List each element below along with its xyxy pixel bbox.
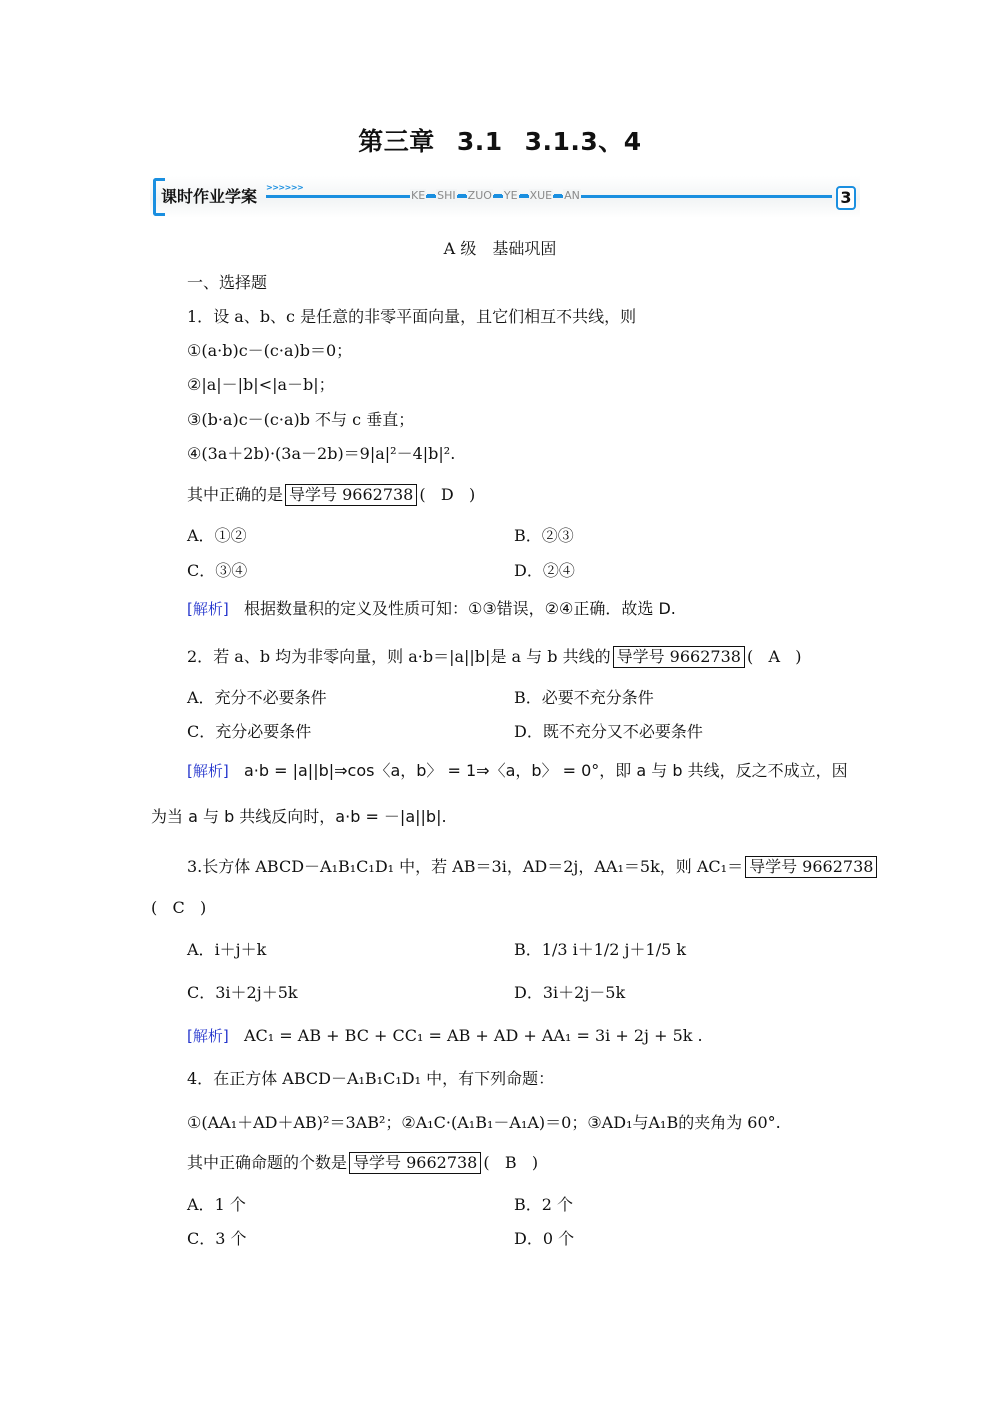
pinyin-strip	[410, 189, 581, 202]
question-2-stem: 2．若 a、b 均为非零向量，则 a·b＝|a||b|是 a 与 b 共线的 导学号 9662738 ( A )	[187, 647, 802, 666]
level-heading: A 级 基础巩固	[443, 239, 557, 258]
analysis-2-line-2: 为当 a 与 b 共线反向时，a·b = －|a||b|.	[151, 807, 447, 826]
arrows-decoration: >>>>>>	[266, 183, 304, 192]
option-c: C．③④	[187, 561, 248, 580]
guide-number-box: 导学号 9662738	[285, 484, 417, 506]
pinyin-syllable: YE	[503, 189, 518, 202]
question-3-stem: 3.长方体 ABCD－A₁B₁C₁D₁ 中，若 AB＝3i，AD＝2j，AA₁＝5k，则 AC₁＝ 导学号 9662738	[187, 856, 879, 878]
analysis-label: [解析]	[187, 762, 229, 780]
answer: D	[440, 485, 454, 504]
statement-1: ①(a·b)c－(c·a)b＝0；	[187, 341, 353, 360]
option-a: A．i＋j＋k	[187, 940, 267, 959]
pinyin-syllable: AN	[564, 189, 580, 202]
band-label: 课时作业学案	[161, 187, 258, 206]
guide-number-box: 导学号 9662738	[349, 1152, 481, 1174]
pinyin-syllable: KE	[411, 189, 426, 202]
page-badge: 3	[836, 186, 856, 210]
pinyin-syllable: SHI	[437, 189, 456, 202]
option-b: B．必要不充分条件	[514, 688, 654, 707]
guide-number-box: 导学号 9662738	[745, 856, 877, 878]
question-1-stem: 1．设 a、b、c 是任意的非零平面向量，且它们相互不共线，则	[187, 307, 637, 326]
option-b: B．1/3 i＋1/2 j＋1/5 k	[514, 940, 687, 959]
analysis-2-line-1: [解析] a·b = |a||b|⇒cos〈a，b〉 = 1⇒〈a，b〉 = 0°，即 a 与 b 共线，反之不成立，因	[187, 761, 848, 780]
section-heading: 一、选择题	[187, 273, 268, 292]
option-c: C．充分必要条件	[187, 722, 312, 741]
option-c: C．3i＋2j＋5k	[187, 983, 298, 1002]
option-a: A．①②	[187, 526, 247, 545]
option-c: C．3 个	[187, 1229, 247, 1248]
option-a: A．1 个	[187, 1195, 246, 1214]
option-d: D．②④	[514, 561, 575, 580]
question-4-stem: 4．在正方体 ABCD－A₁B₁C₁D₁ 中，有下列命题：	[187, 1069, 555, 1088]
option-b: B．②③	[514, 526, 574, 545]
option-a: A．充分不必要条件	[187, 688, 327, 707]
subsection-label: 3.1.3、4	[524, 127, 642, 156]
answer: B	[504, 1153, 517, 1172]
pinyin-syllable: XUE	[529, 189, 553, 202]
question-4-prompt: 其中正确命题的个数是 导学号 9662738 ( B )	[187, 1153, 539, 1172]
header-band	[150, 176, 860, 218]
page-title	[0, 122, 1000, 158]
question-4-statements: ①(AA₁＋AD＋AB)²＝3AB²；②A₁C·(A₁B₁－A₁A)＝0；③AD₁与A₁B的夹角为 60°.	[187, 1113, 781, 1132]
section-label: 3.1	[456, 127, 503, 156]
answer: C	[172, 898, 185, 917]
analysis-3: [解析] AC₁ = AB + BC + CC₁ = AB + AD + AA₁ = 3i + 2j + 5k .	[187, 1026, 703, 1045]
statement-2: ②|a|－|b|<|a－b|；	[187, 375, 335, 394]
option-d: D．既不充分又不必要条件	[514, 722, 703, 741]
option-d: D．0 个	[514, 1229, 575, 1248]
analysis-label: [解析]	[187, 1027, 229, 1045]
guide-number-box: 导学号 9662738	[613, 646, 745, 668]
question-text: 设 a、b、c 是任意的非零平面向量，且它们相互不共线，则	[213, 307, 637, 326]
chapter-label: 第三章	[358, 127, 435, 156]
question-1-prompt: 其中正确的是 导学号 9662738 ( D )	[187, 485, 476, 504]
option-d: D．3i＋2j－5k	[514, 983, 626, 1002]
option-b: B．2 个	[514, 1195, 574, 1214]
pinyin-syllable: ZUO	[467, 189, 492, 202]
answer: A	[768, 647, 780, 666]
analysis-label: [解析]	[187, 600, 229, 618]
statement-3: ③(b·a)c－(c·a)b 不与 c 垂直；	[187, 410, 415, 429]
analysis-1: [解析] 根据数量积的定义及性质可知：①③错误，②④正确．故选 D.	[187, 599, 676, 618]
question-3-answer: ( C )	[151, 898, 207, 917]
statement-4: ④(3a＋2b)·(3a－2b)＝9|a|²－4|b|².	[187, 444, 456, 463]
